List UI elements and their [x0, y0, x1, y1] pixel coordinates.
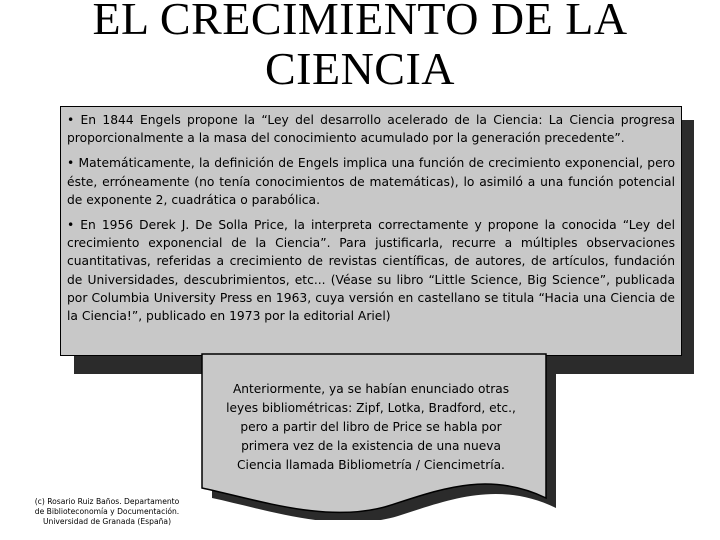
- title-line-1: EL CRECIMIENTO DE LA: [92, 0, 628, 44]
- bullet-mathematical: • Matemáticamente, la definición de Engels implica una función de crecimiento exponencial, pero éste, erróneamente (no tenía conocimientos de matemáticas), lo asimiló a una función potencial de exponente 2, cuadrática o parabólica.: [67, 156, 675, 207]
- scroll-banner: [198, 350, 558, 520]
- banner-text: Anteriormente, ya se habían enunciado otras leyes bibliométricas: Zipf, Lotka, Bradford, etc., pero a partir del libro de Price se habla por primera vez de la existencia de una nueva Ciencia llamada Bibliometría / Ciencimetría.: [226, 382, 516, 472]
- credit-line-3: Universidad de Granada (España): [42, 517, 172, 526]
- credit-line-1: (c) Rosario Ruiz Baños. Departamento: [34, 497, 180, 506]
- credit-line-2: de Biblioteconomía y Documentación.: [34, 507, 180, 516]
- text-panel: [60, 106, 682, 356]
- title-line-2: CIENCIA: [264, 43, 456, 94]
- bullet-price: • En 1956 Derek J. De Solla Price, la interpreta correctamente y propone la conocida “Ley del crecimiento exponencial de la Ciencia”. Para justificarla, recurre a múltiples observaciones cuantitativas, referidas a crecimiento de revistas científicas, de autores, de artículos, fundación de Universidades, descubrimientos, etc... (Véase su libro “Little Science, Big Science”, publicada por Columbia University Press en 1963, cuya versión en castellano se titula “Hacia una Ciencia de la Ciencia!”, publicado en 1973 por la editorial Ariel): [67, 218, 675, 324]
- bullet-engels-law: • En 1844 Engels propone la “Ley del desarrollo acelerado de la Ciencia: La Ciencia progresa proporcionalmente a la masa del conocimiento acumulado por la generación precedente”.: [67, 113, 675, 146]
- copyright-credit: [14, 497, 200, 527]
- slide-title: [0, 0, 720, 94]
